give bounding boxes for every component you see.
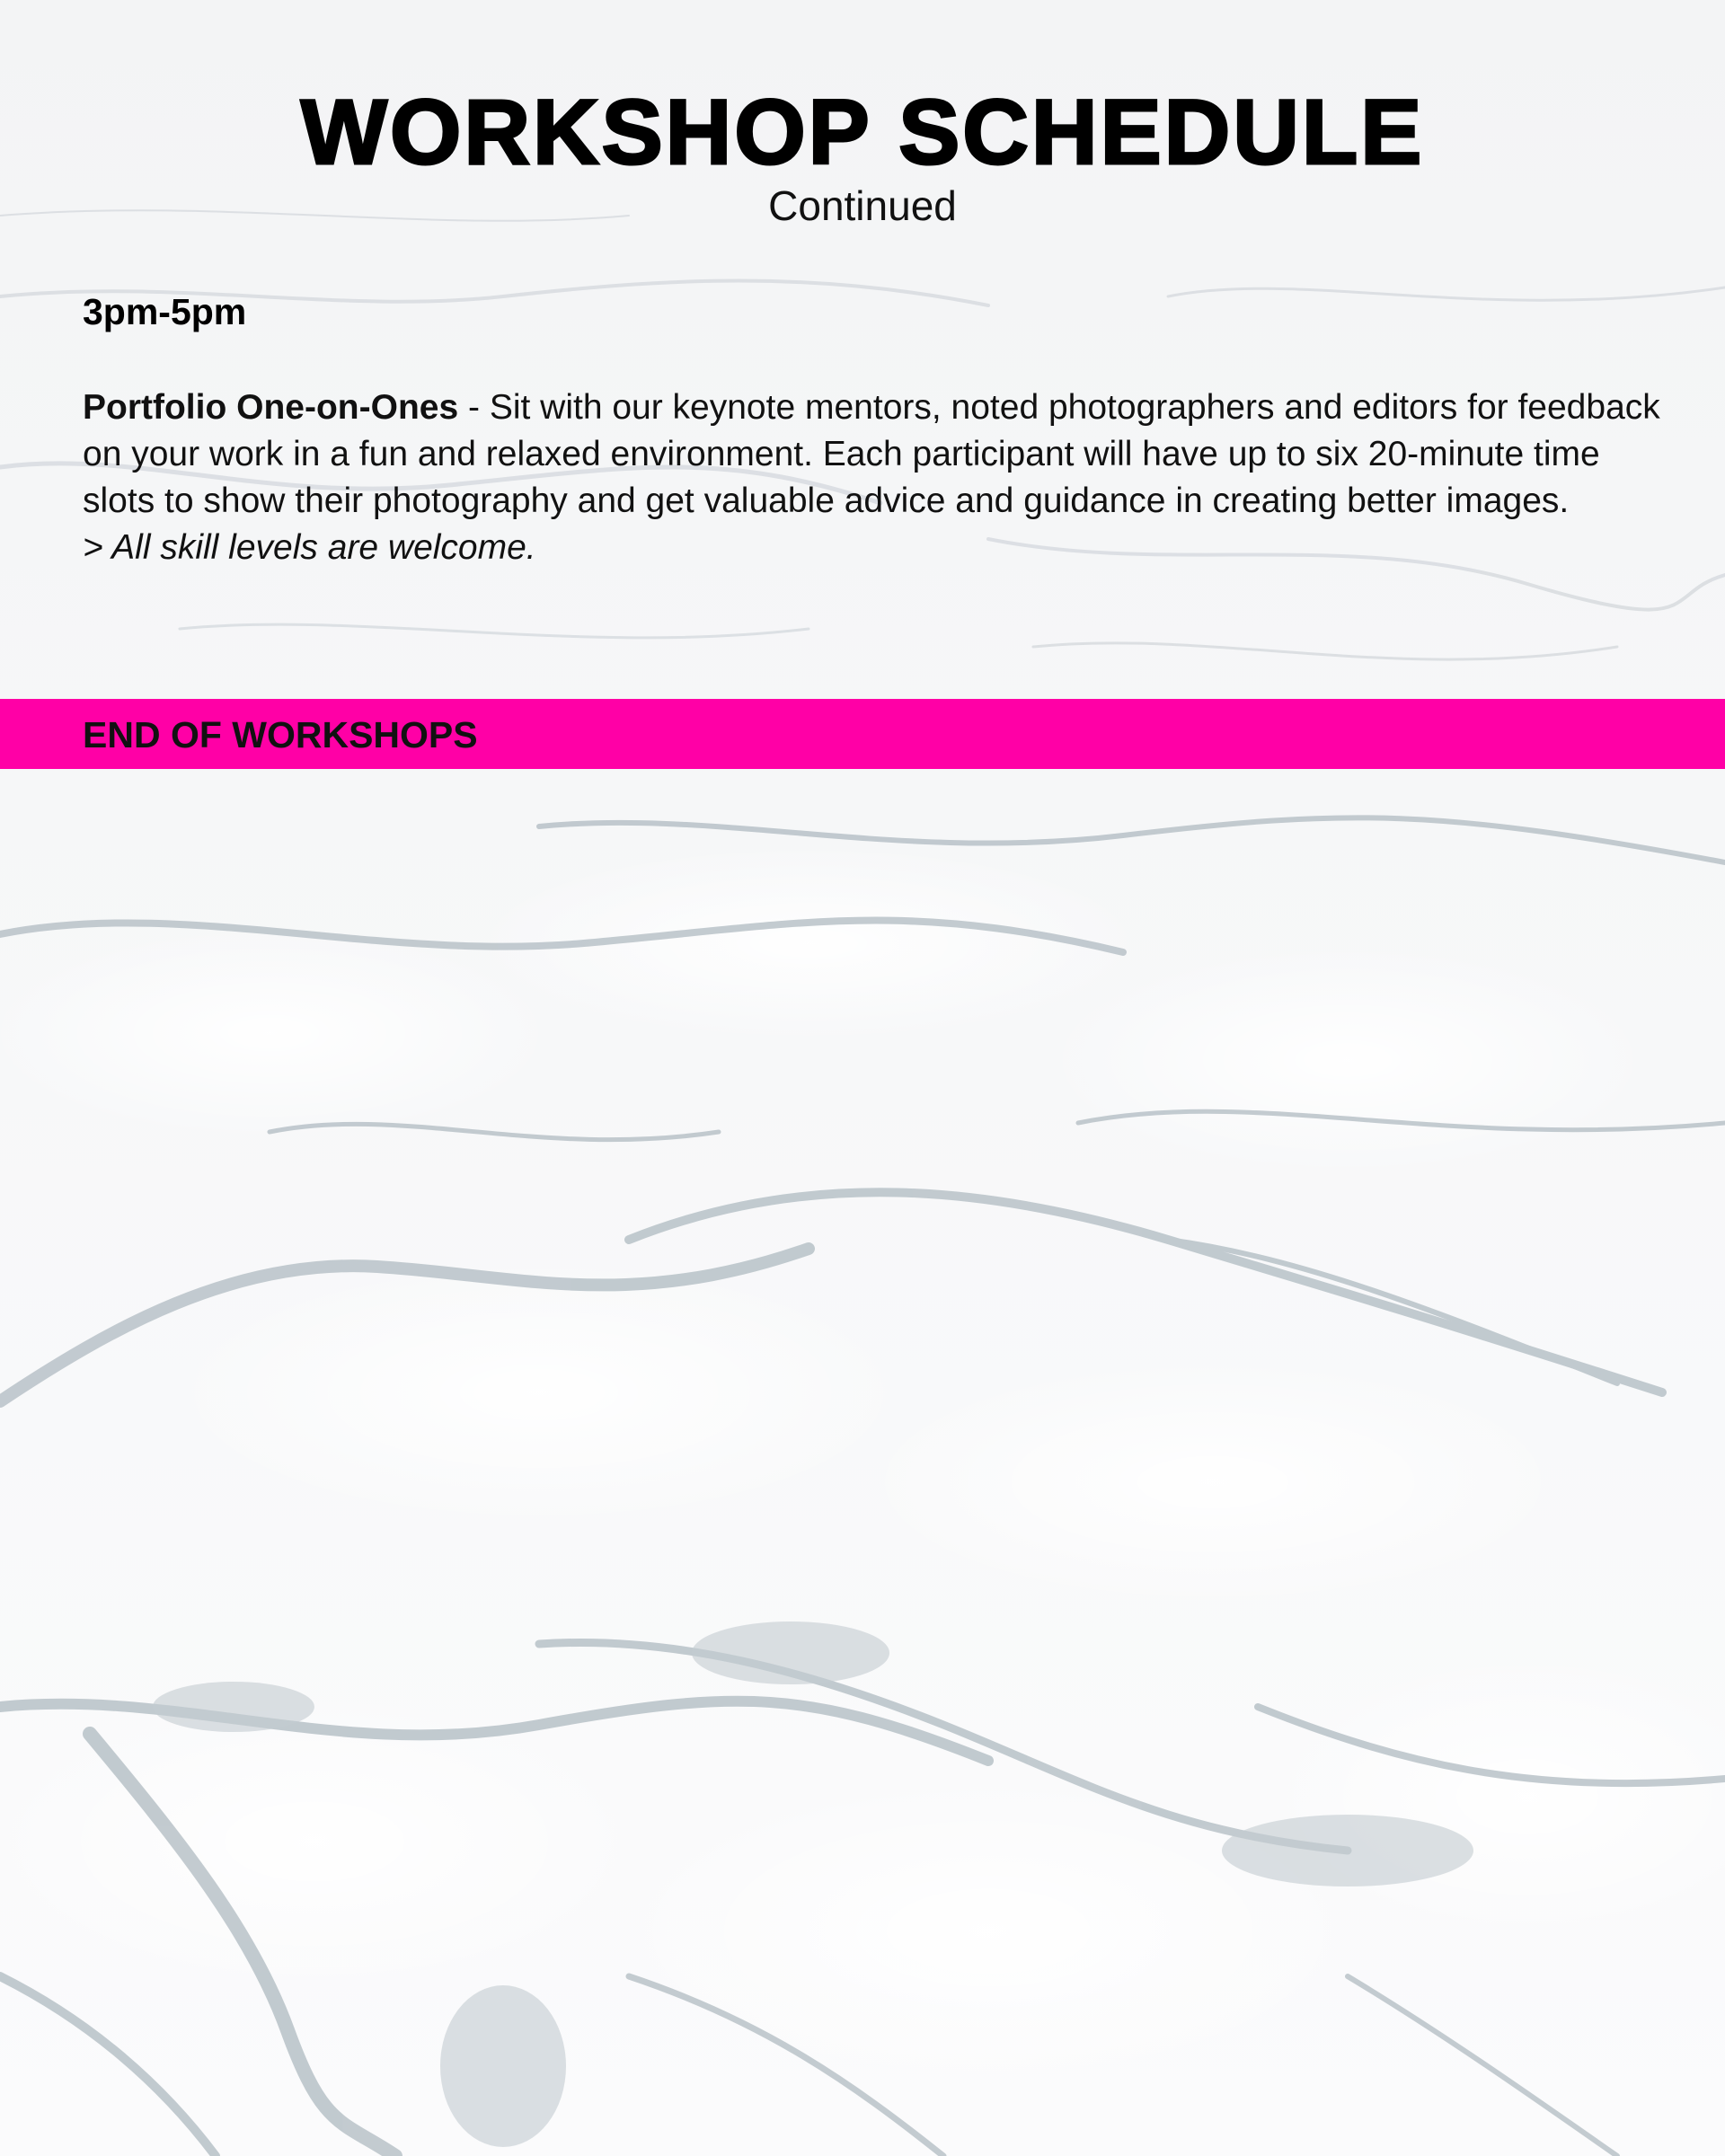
banner-label: END OF WORKSHOPS bbox=[83, 714, 478, 755]
header bbox=[0, 83, 1725, 230]
session-time: 3pm-5pm bbox=[83, 291, 247, 332]
page-subtitle: Continued bbox=[768, 182, 957, 229]
session-note: > All skill levels are welcome. bbox=[83, 528, 536, 567]
page-title: WORKSHOP SCHEDULE bbox=[300, 81, 1425, 183]
end-of-workshops-banner bbox=[0, 699, 1725, 769]
session-name: Portfolio One-on-Ones bbox=[83, 388, 459, 427]
session-description bbox=[83, 384, 1664, 571]
session-description-text: - Sit with our keynote mentors, noted photographers and editors for feedback on your work in a fun and relaxed environment. Each participant will have up to six 20-minute time slots to show their photography and get valuable advice and guidance in creating better images. bbox=[83, 388, 1660, 520]
